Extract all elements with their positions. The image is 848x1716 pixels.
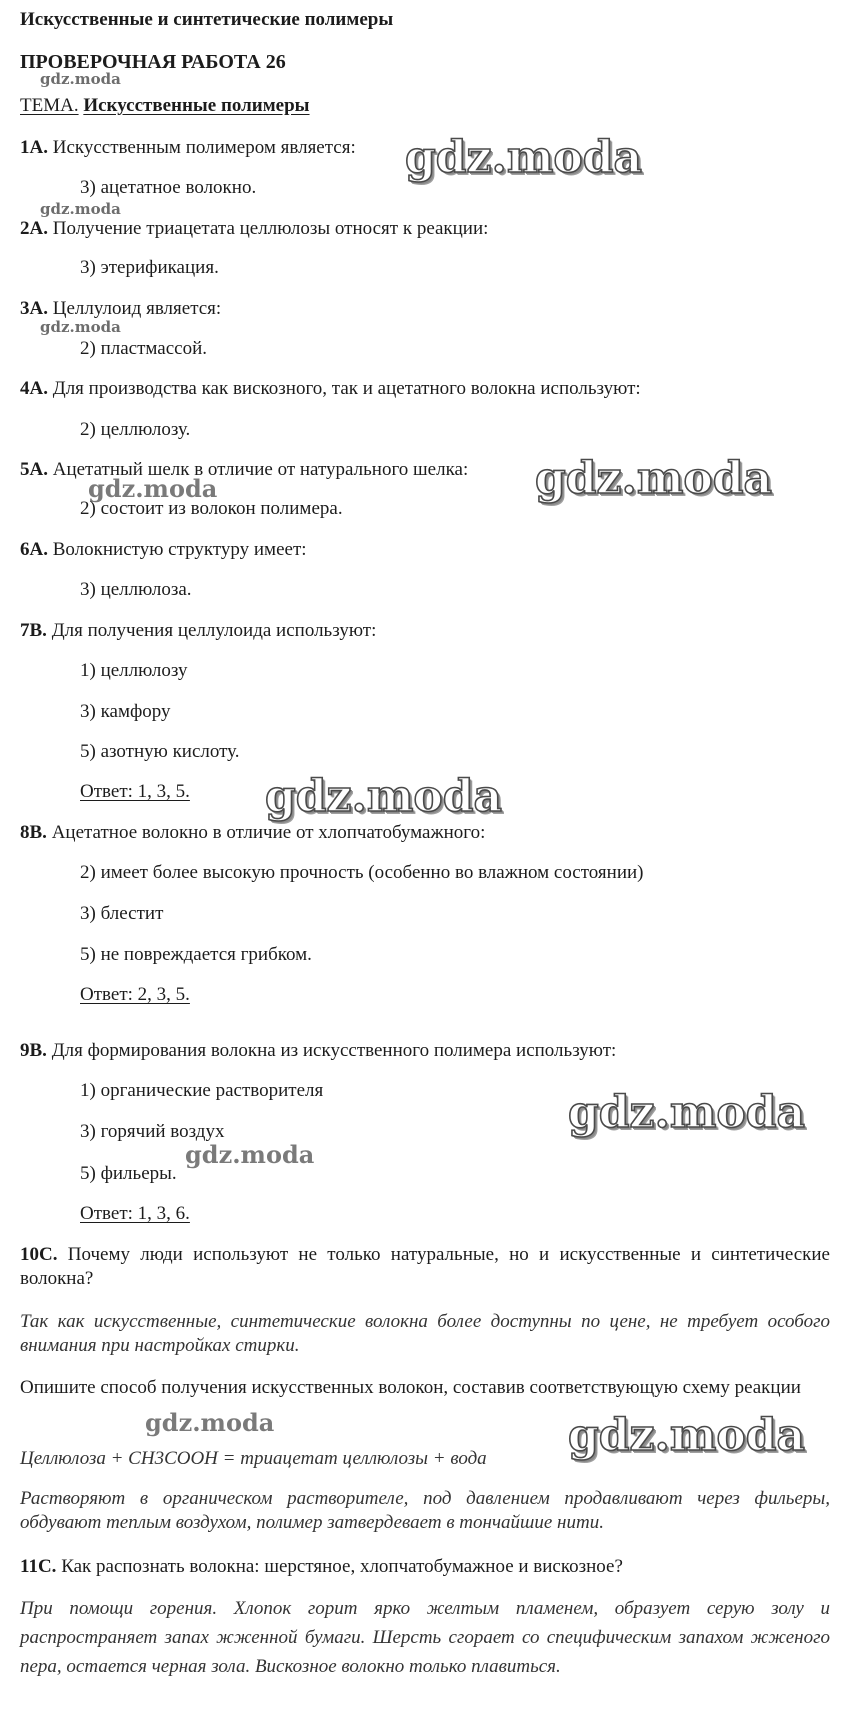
topic-title: Искусственные полимеры — [83, 95, 310, 116]
question-number: 11С. — [20, 1556, 57, 1577]
equation-10c: Целлюлоза + CH3COOH = триацетат целлюлозы + вода — [20, 1448, 487, 1469]
watermark-medium: gdz.moda — [185, 1140, 315, 1169]
option-7b-1: 1) целлюлозу — [80, 660, 188, 681]
question-number: 7В. — [20, 620, 47, 641]
answer-10c: Так как искусственные, синтетические волокна более доступны по цене, не требует особого внимания при настройках стирки. — [20, 1311, 830, 1356]
answer-10c-method: Растворяют в органическом растворителе, под давлением продавливают через фильеры, обдувают теплым воздухом, полимер затвердевает в тончайшие нити. — [20, 1488, 830, 1533]
watermark-medium: gdz.moda — [145, 1408, 275, 1437]
question-8b — [20, 821, 485, 845]
option-9b-1: 1) органические растворителя — [80, 1080, 324, 1101]
option-8b-2: 3) блестит — [80, 903, 164, 924]
question-text: Как распознать волокна: шерстяное, хлопчатобумажное и вискозное? — [61, 1556, 623, 1577]
watermark-large: gdz.moda — [535, 453, 773, 504]
watermark-large: gdz.moda — [405, 132, 643, 183]
topic-label: ТЕМА. — [20, 95, 79, 116]
question-1a — [20, 136, 356, 160]
question-number: 8В. — [20, 822, 47, 843]
answer-6a: 3) целлюлоза. — [80, 579, 192, 600]
answer-5a: 2) состоит из волокон полимера. — [80, 498, 343, 519]
question-number: 2А. — [20, 218, 48, 239]
option-7b-3: 5) азотную кислоту. — [80, 741, 240, 762]
question-text: Ацетатный шелк в отличие от натурального шелка: — [52, 459, 469, 480]
question-number: 6А. — [20, 539, 48, 560]
question-text: Волокнистую структуру имеет: — [52, 539, 307, 560]
question-2a — [20, 217, 488, 241]
question-number: 9В. — [20, 1040, 47, 1061]
answer-1a: 3) ацетатное волокно. — [80, 177, 257, 198]
task-10c-scheme: Опишите способ получения искусственных волокон, составив соответствующую схему реакции — [20, 1377, 801, 1398]
question-text: Получение триацетата целлюлозы относят к реакции: — [52, 218, 489, 239]
work-title: ПРОВЕРОЧНАЯ РАБОТА 26 — [20, 51, 286, 73]
option-8b-1: 2) имеет более высокую прочность (особенно во влажном состоянии) — [80, 862, 644, 883]
question-7b — [20, 619, 376, 643]
option-8b-3: 5) не повреждается грибком. — [80, 944, 312, 965]
watermark-large: gdz.moda — [568, 1410, 806, 1461]
answer-3a: 2) пластмассой. — [80, 338, 208, 359]
section-header: Искусственные и синтетические полимеры — [20, 9, 394, 30]
watermark-small: gdz.moda — [40, 200, 121, 218]
question-number: 5А. — [20, 459, 48, 480]
question-text: Ацетатное волокно в отличие от хлопчатобумажного: — [51, 822, 486, 843]
question-number: 3А. — [20, 298, 48, 319]
question-9b — [20, 1039, 616, 1063]
answer-9b: Ответ: 1, 3, 6. — [80, 1203, 190, 1224]
question-text: Для производства как вискозного, так и ацетатного волокна используют: — [52, 378, 641, 399]
watermark-large: gdz.moda — [568, 1087, 806, 1138]
answer-8b: Ответ: 2, 3, 5. — [80, 984, 190, 1005]
watermark-small: gdz.moda — [40, 70, 121, 88]
answer-11c: При помощи горения. Хлопок горит ярко желтым пламенем, образует серую золу и распространяет запах жженной бумаги. Шерсть сгорает со специфическим запахом жженого пера, остается черная зола. Вискозное волокно только плавиться. — [20, 1598, 830, 1677]
watermark-large: gdz.moda — [265, 771, 503, 822]
question-text: Для формирования волокна из искусственного полимера используют: — [51, 1040, 617, 1061]
question-text: Для получения целлулоида используют: — [51, 620, 377, 641]
answer-4a: 2) целлюлозу. — [80, 419, 191, 440]
answer-7b: Ответ: 1, 3, 5. — [80, 781, 190, 802]
question-text: Искусственным полимером является: — [52, 137, 356, 158]
question-text: Целлулоид является: — [52, 298, 222, 319]
question-10c — [20, 1243, 830, 1291]
watermark-medium: gdz.moda — [88, 474, 218, 503]
question-11c — [20, 1555, 623, 1579]
question-number: 1А. — [20, 137, 48, 158]
option-9b-3: 5) фильеры. — [80, 1163, 177, 1184]
answer-2a: 3) этерификация. — [80, 257, 219, 278]
option-9b-2: 3) горячий воздух — [80, 1121, 225, 1142]
question-number: 10С. — [20, 1244, 58, 1265]
option-7b-2: 3) камфору — [80, 701, 171, 722]
question-4a — [20, 377, 641, 401]
topic-line — [20, 94, 310, 118]
question-number: 4А. — [20, 378, 48, 399]
question-text: Почему люди используют не только натуральные, но и искусственные и синтетические волокна? — [20, 1244, 830, 1289]
question-6a — [20, 538, 307, 562]
watermark-small: gdz.moda — [40, 318, 121, 336]
